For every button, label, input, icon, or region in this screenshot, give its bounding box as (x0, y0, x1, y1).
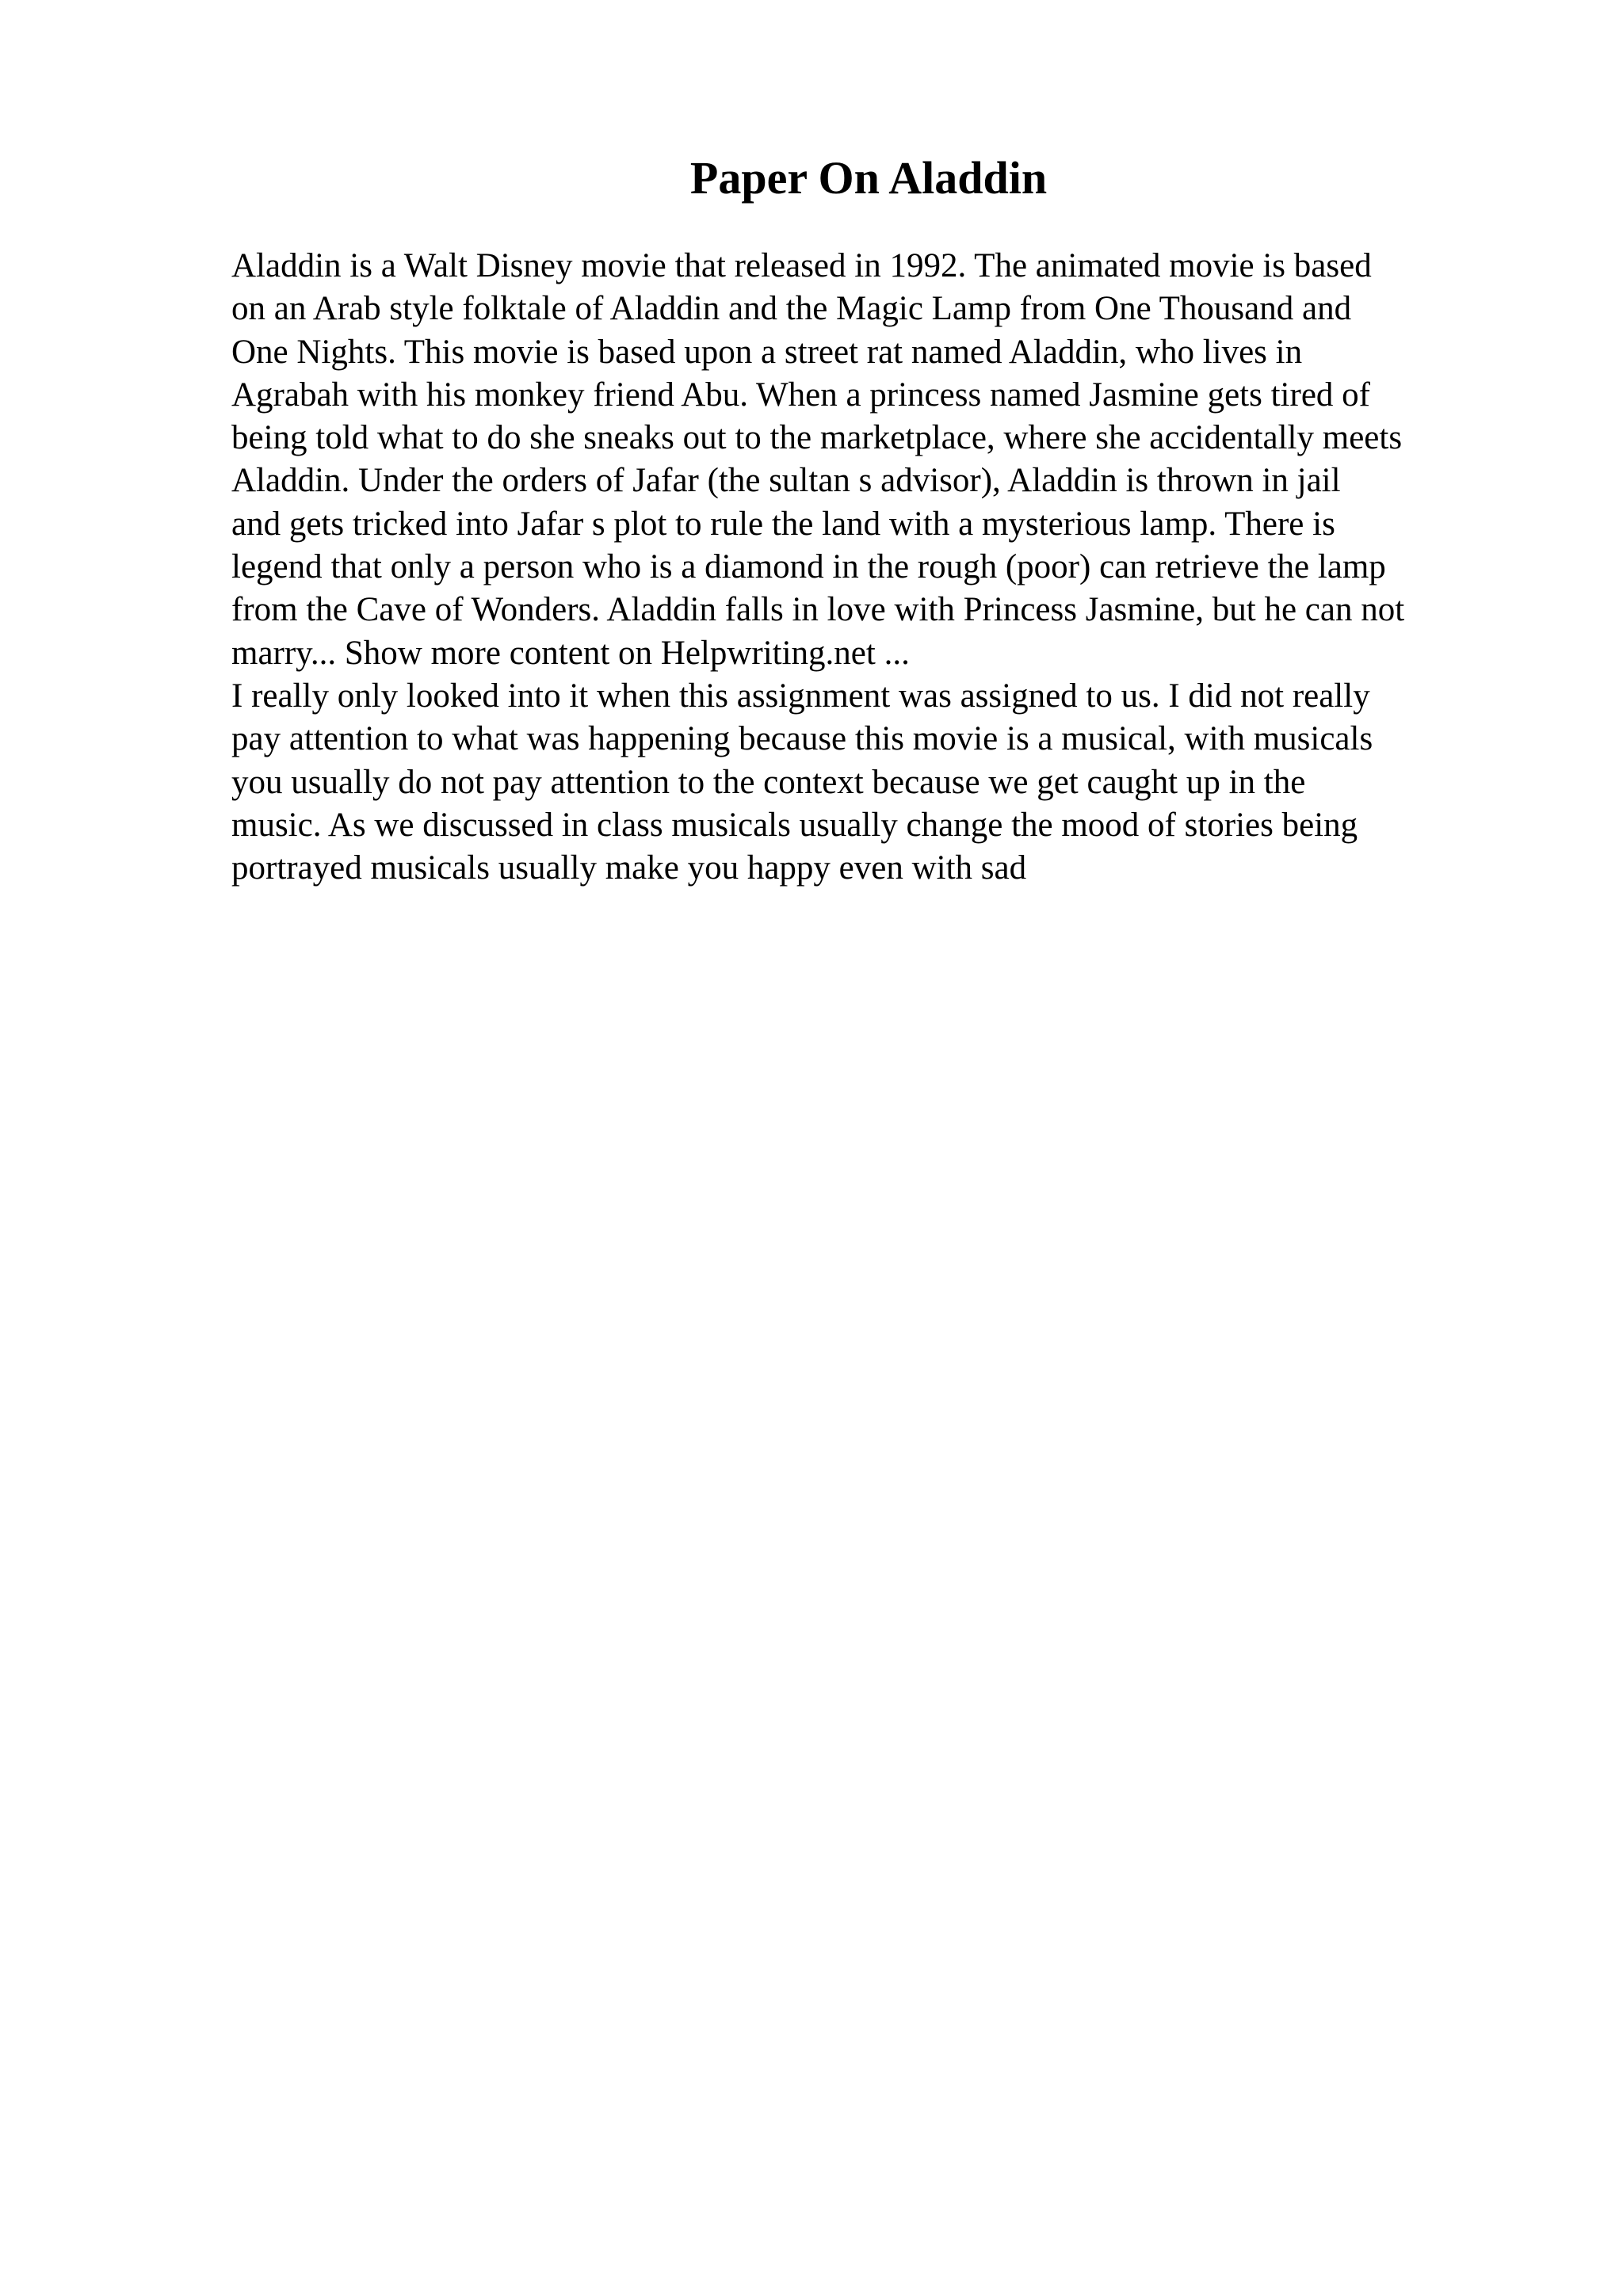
body-line: One Nights. This movie is based upon a street rat named Aladdin, who lives in (231, 333, 1303, 371)
body-line: Aladdin is a Walt Disney movie that released in 1992. The animated movie is based (231, 247, 1372, 284)
body-line: I really only looked into it when this assignment was assigned to us. I did not really (231, 677, 1370, 715)
body-line: portrayed musicals usually make you happy even with sad (231, 849, 1027, 887)
body-line: Agrabah with his monkey friend Abu. When a princess named Jasmine gets tired of (231, 376, 1370, 414)
body-line: you usually do not pay attention to the context because we get caught up in the (231, 763, 1306, 801)
body-line: being told what to do she sneaks out to the marketplace, where she accidentally meets (231, 419, 1403, 457)
body-line: marry... Show more content on Helpwriting.net ... (231, 634, 910, 672)
body-line: from the Cave of Wonders. Aladdin falls in love with Princess Jasmine, but he can not (231, 591, 1405, 629)
document-title: Paper On Aladdin (689, 152, 1048, 204)
document-body (231, 245, 1531, 890)
body-line: pay attention to what was happening because this movie is a musical, with musicals (231, 720, 1373, 758)
body-line: music. As we discussed in class musicals usually change the mood of stories being (231, 806, 1358, 844)
body-line: legend that only a person who is a diamond in the rough (poor) can retrieve the lamp (231, 548, 1386, 586)
body-line: and gets tricked into Jafar s plot to rule the land with a mysterious lamp. There is (231, 505, 1335, 543)
body-line: on an Arab style folktale of Aladdin and the Magic Lamp from One Thousand and (231, 290, 1352, 328)
body-line: Aladdin. Under the orders of Jafar (the sultan s advisor), Aladdin is thrown in jail (231, 462, 1341, 500)
